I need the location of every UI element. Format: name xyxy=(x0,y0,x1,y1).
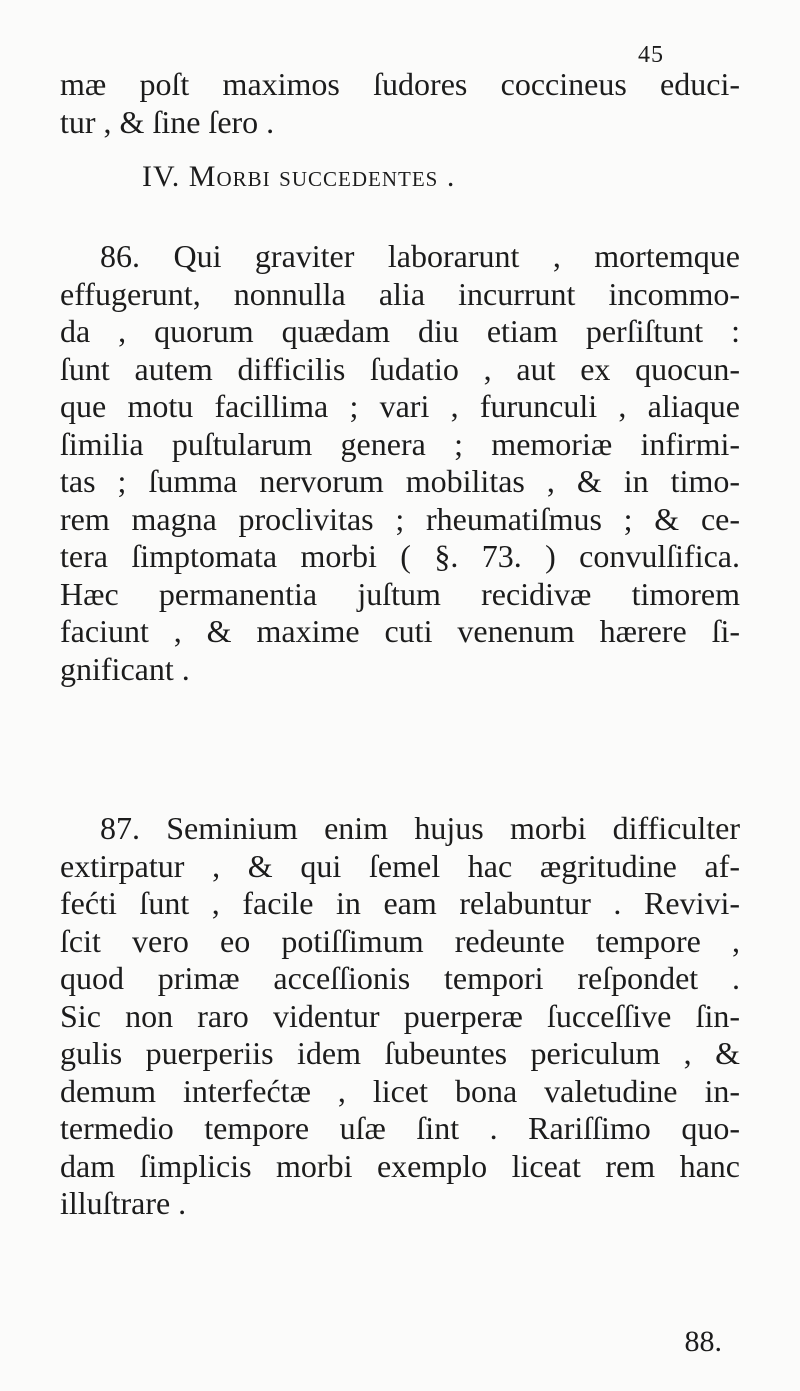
text-line: extirpatur , & qui ſemel hac ægritudine af- xyxy=(60,847,740,884)
section-title: Morbi succedentes . xyxy=(188,160,456,193)
catchword: 88. xyxy=(684,1325,722,1358)
text-line: mæ poſt maximos ſudores coccineus educi- xyxy=(60,66,740,102)
text-line: fećti ſunt , facile in eam relabuntur . Revivi- xyxy=(60,885,740,921)
page-number: 45 xyxy=(638,42,664,68)
text-line: que motu facillima ; vari , furunculi , aliaque xyxy=(60,388,740,424)
paragraph-87 xyxy=(60,810,740,1223)
text-line: tera ſimptomata morbi ( §. 73. ) convulſifica. xyxy=(60,538,740,574)
text-line: Hæc permanentia juſtum recidivæ timorem xyxy=(60,575,740,612)
continuation-paragraph xyxy=(60,66,740,141)
section-heading xyxy=(142,160,455,194)
text-line: effugerunt, nonnulla alia incurrunt incommo- xyxy=(60,275,740,312)
paragraph-86 xyxy=(60,238,740,688)
text-line: faciunt , & maxime cuti venenum hærere ſi- xyxy=(60,613,740,649)
text-line: gnificant . xyxy=(60,650,190,687)
text-line: tur , & ſine ſero . xyxy=(60,103,275,140)
text-line: termedio tempore uſæ ſint . Rariſſimo quo- xyxy=(60,1110,740,1146)
text-line: ſimilia puſtularum genera ; memoriæ infirmi- xyxy=(60,425,740,462)
text-line: Sic non raro videntur puerperæ ſucceſſive ſin- xyxy=(60,997,740,1034)
text-line: rem magna proclivitas ; rheumatiſmus ; & ce- xyxy=(60,500,740,537)
text-line: quod primæ acceſſionis tempori reſpondet . xyxy=(60,960,740,996)
text-line: da , quorum quædam diu etiam perſiſtunt : xyxy=(60,313,740,349)
text-line: illuſtrare . xyxy=(60,1185,187,1221)
text-line: 86. Qui graviter laborarunt , mortemque xyxy=(100,238,740,274)
text-line: ſcit vero eo potiſſimum redeunte tempore , xyxy=(60,922,740,959)
text-line: tas ; ſumma nervorum mobilitas , & in timo- xyxy=(60,463,740,499)
text-line: 87. Seminium enim hujus morbi difficulter xyxy=(100,810,740,846)
text-line: ſunt autem difficilis ſudatio , aut ex quocun- xyxy=(60,350,740,387)
text-line: dam ſimplicis morbi exemplo liceat rem hanc xyxy=(60,1147,740,1184)
section-numeral: IV. xyxy=(142,160,181,193)
text-line: demum interfećtæ , licet bona valetudine in- xyxy=(60,1072,740,1109)
text-line: gulis puerperiis idem ſubeuntes periculum , & xyxy=(60,1035,740,1071)
